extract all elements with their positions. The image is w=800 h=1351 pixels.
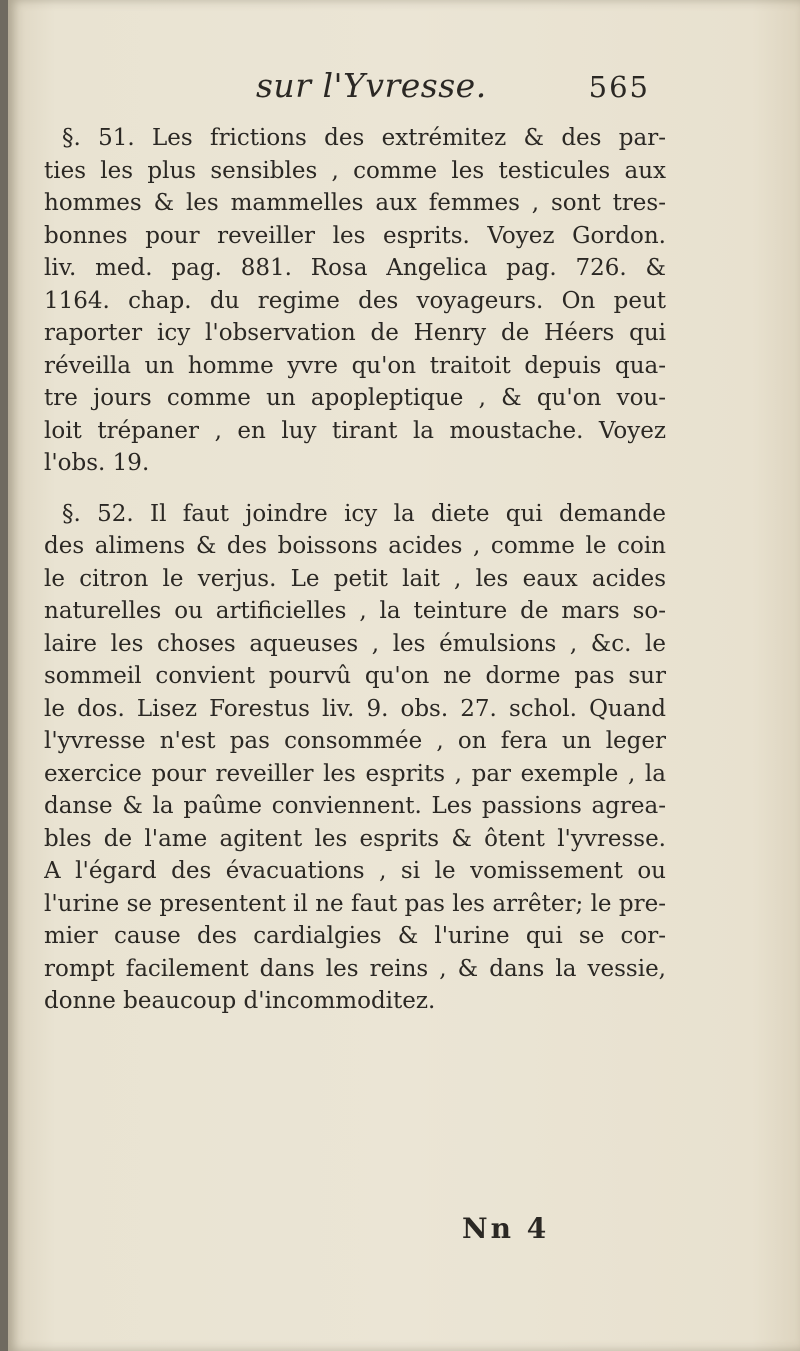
page-header: [8, 66, 800, 114]
text-line: ties les plus sensibles , comme les testicules aux: [44, 157, 666, 184]
body-text: [44, 122, 666, 1018]
text-line: loit trépaner , en luy tirant la moustache. Voyez: [44, 417, 666, 444]
signature-mark: Nn 4: [462, 1212, 550, 1245]
text-line: l'yvresse n'est pas consommée , on fera un leger: [44, 728, 666, 754]
text-line: bonnes pour reveiller les esprits. Voyez Gordon.: [44, 222, 666, 249]
text-line: l'urine se presentent il ne faut pas les arrêter; le pre-: [44, 890, 666, 917]
text-line: naturelles ou artificielles , la teinture de mars so-: [44, 598, 666, 624]
text-line: 1164. chap. du regime des voyageurs. On peut: [44, 287, 666, 314]
text-line: bles de l'ame agitent les esprits & ôtent l'yvresse.: [44, 825, 666, 852]
paragraph-51: [44, 122, 666, 480]
text-line: sommeil convient pourvû qu'on ne dorme pas sur: [44, 663, 666, 689]
text-line: l'obs. 19.: [44, 450, 150, 476]
text-line: exercice pour reveiller les esprits , par exemple , la: [44, 760, 666, 787]
text-line: liv. med. pag. 881. Rosa Angelica pag. 726. &: [44, 255, 666, 281]
page-number: 565: [588, 70, 650, 104]
book-page: [8, 0, 800, 1351]
text-line: mier cause des cardialgies & l'urine qui se cor-: [44, 923, 666, 949]
text-line: donne beaucoup d'incommoditez.: [44, 988, 436, 1014]
paragraph-52: [44, 498, 666, 1018]
text-line: tre jours comme un apopleptique , & qu'on vou-: [44, 385, 666, 411]
text-line: le citron le verjus. Le petit lait , les eaux acides: [44, 565, 666, 592]
text-line: §. 52. Il faut joindre icy la diete qui demande: [62, 500, 666, 527]
text-line: hommes & les mammelles aux femmes , sont tres-: [44, 190, 666, 216]
text-line: raporter icy l'observation de Henry de Héers qui: [44, 320, 666, 346]
text-line: A l'égard des évacuations , si le vomissement ou: [44, 858, 666, 884]
text-line: le dos. Lisez Forestus liv. 9. obs. 27. schol. Quand: [44, 695, 666, 722]
text-line: réveilla un homme yvre qu'on traitoit depuis qua-: [44, 352, 666, 379]
text-line: danse & la paûme conviennent. Les passions agrea-: [44, 793, 666, 819]
text-line: rompt facilement dans les reins , & dans la vessie,: [44, 955, 666, 982]
text-line: §. 51. Les frictions des extrémitez & des par-: [62, 125, 666, 151]
paragraph-gap: [44, 480, 666, 498]
text-line: des alimens & des boissons acides , comme le coin: [44, 533, 666, 559]
text-line: laire les choses aqueuses , les émulsions , &c. le: [44, 630, 666, 657]
running-title: sur l'Yvresse.: [256, 66, 487, 105]
